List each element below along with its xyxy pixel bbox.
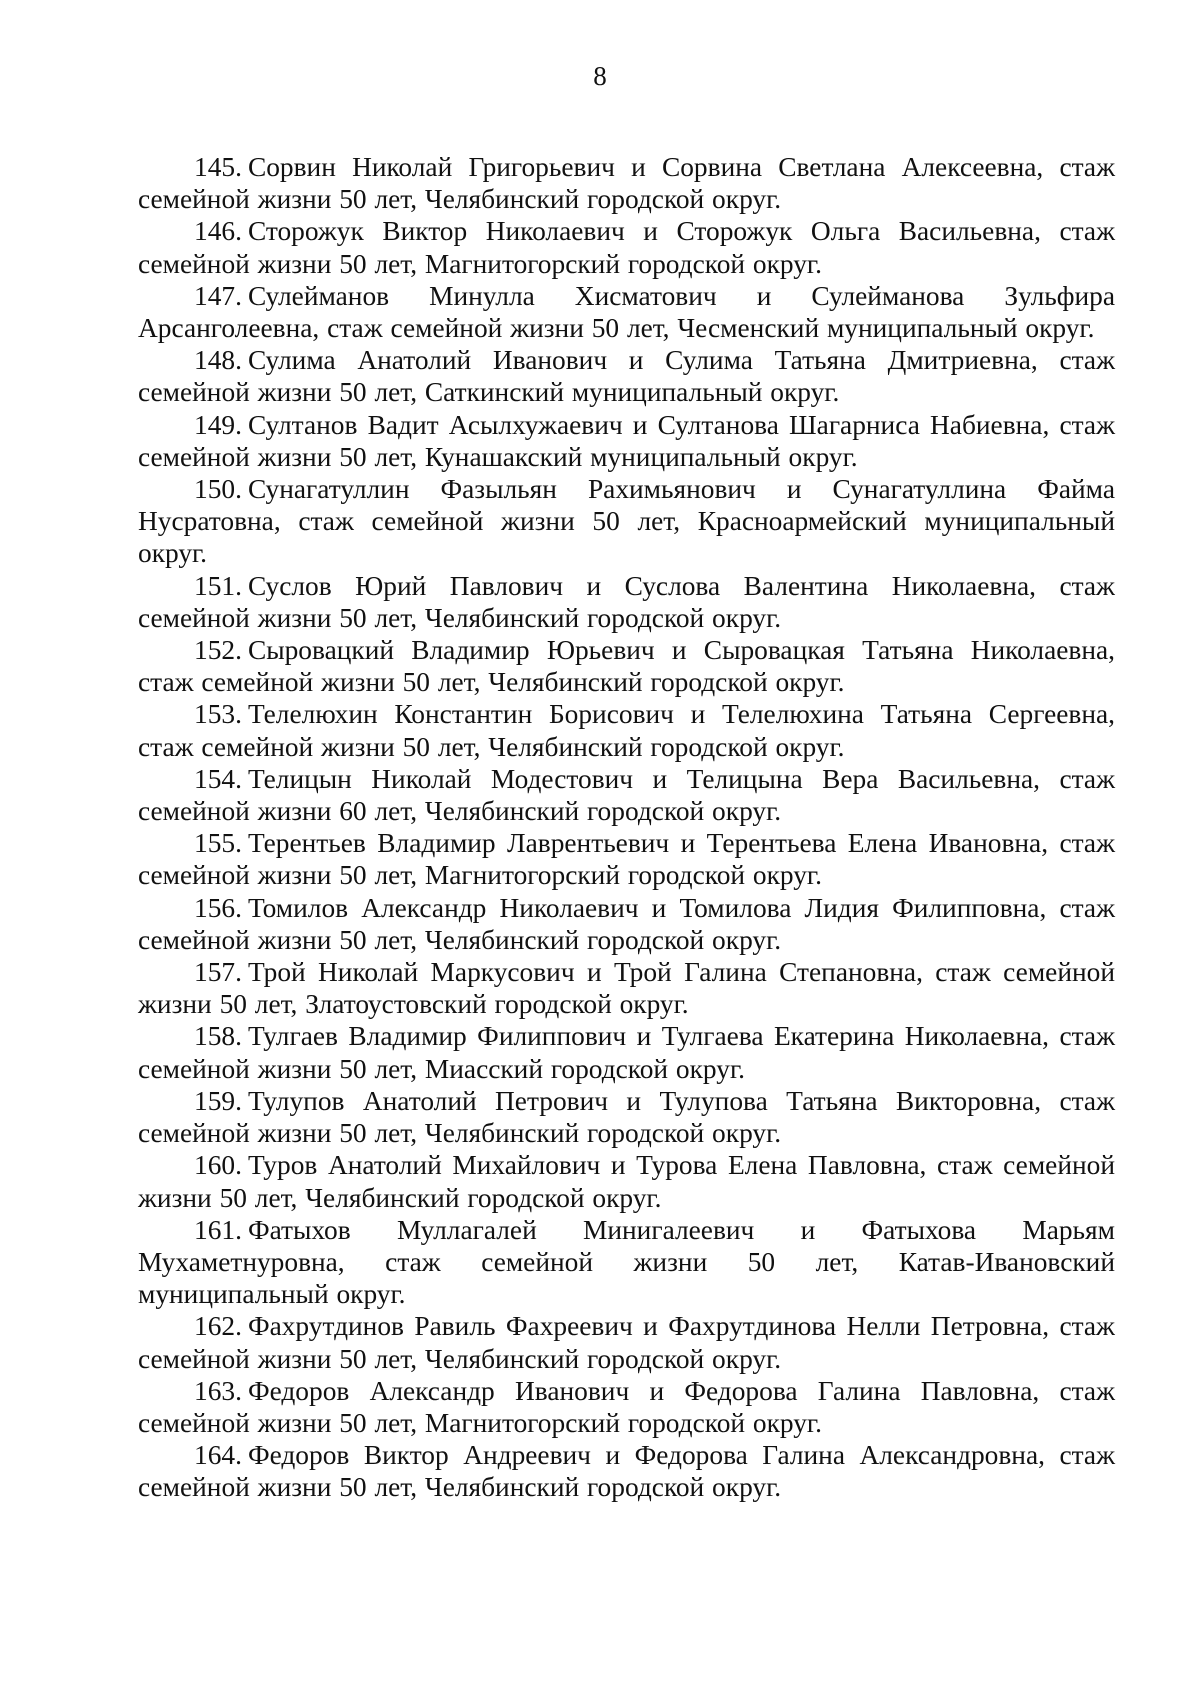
entry-number: 159.	[194, 1085, 242, 1116]
entry-text: Телицын Николай Модестович и Телицына Вера Васильевна, стаж семейной жизни 60 лет, Челябинский городской округ.	[138, 763, 1115, 827]
entry-text: Терентьев Владимир Лаврентьевич и Терентьева Елена Ивановна, стаж семейной жизни 50 лет, Магнитогорский городской округ.	[138, 828, 1115, 891]
entry-number: 153.	[194, 699, 242, 730]
list-item	[138, 280, 1115, 344]
entry-text: Тулупов Анатолий Петрович и Тулупова Татьяна Викторовна, стаж семейной жизни 50 лет, Челябинский городской округ.	[138, 1085, 1115, 1149]
entry-text: Сыровацкий Владимир Юрьевич и Сыровацкая Татьяна Николаевна, стаж семейной жизни 50 лет, Челябинский городской округ.	[138, 635, 1115, 698]
list-item	[138, 473, 1115, 570]
entry-number: 161.	[194, 1214, 242, 1245]
entry-number: 146.	[194, 216, 242, 247]
list-item	[138, 1149, 1115, 1213]
list-item	[138, 1439, 1115, 1503]
list-item	[138, 1310, 1115, 1374]
entry-number: 154.	[194, 763, 242, 794]
entry-number: 145.	[194, 152, 242, 182]
entry-number: 164.	[194, 1440, 242, 1471]
list-item	[138, 344, 1115, 408]
entry-text: Туров Анатолий Михайлович и Турова Елена Павловна, стаж семейной жизни 50 лет, Челябинский городской округ.	[138, 1150, 1115, 1213]
entry-number: 160.	[194, 1150, 242, 1181]
list-item	[138, 763, 1115, 827]
list-item	[138, 1214, 1115, 1311]
entry-number: 151.	[194, 570, 242, 601]
entry-number: 150.	[194, 474, 242, 505]
entry-number: 158.	[194, 1021, 242, 1052]
page-number: 8	[593, 61, 607, 91]
entry-number: 148.	[194, 345, 242, 376]
entry-text: Суслов Юрий Павлович и Суслова Валентина Николаевна, стаж семейной жизни 50 лет, Челябинский городской округ.	[138, 570, 1115, 633]
list-item	[138, 1020, 1115, 1084]
entry-number: 155.	[194, 828, 242, 859]
entry-number: 157.	[194, 957, 242, 988]
entry-number: 149.	[194, 409, 242, 440]
entry-text: Тулгаев Владимир Филиппович и Тулгаева Екатерина Николаевна, стаж семейной жизни 50 лет, Миасский городской округ.	[138, 1021, 1115, 1084]
entry-text: Фатыхов Муллагалей Минигалеевич и Фатыхова Марьям Мухаметнуровна, стаж семейной жизни 50 лет, Катав-Ивановский муниципальный округ.	[138, 1214, 1115, 1310]
entry-text: Султанов Вадит Асылхужаевич и Султанова Шагарниса Набиевна, стаж семейной жизни 50 лет, Кунашакский муниципальный округ.	[138, 409, 1115, 472]
entry-text: Сорвин Николай Григорьевич и Сорвина Светлана Алексеевна, стаж семейной жизни 50 лет, Челябинский городской округ.	[138, 152, 1115, 215]
entry-text: Трой Николай Маркусович и Трой Галина Степановна, стаж семейной жизни 50 лет, Златоустовский городской округ.	[138, 957, 1115, 1020]
entry-text: Сулейманов Минулла Хисматович и Сулейманова Зульфира Арсанголеевна, стаж семейной жизни 50 лет, Чесменский муниципальный округ.	[138, 280, 1115, 344]
entry-number: 163.	[194, 1375, 242, 1406]
list-item	[138, 570, 1115, 634]
entry-text: Томилов Александр Николаевич и Томилова Лидия Филипповна, стаж семейной жизни 50 лет, Челябинский городской округ.	[138, 892, 1115, 955]
entry-number: 147.	[194, 280, 242, 311]
entry-number: 156.	[194, 892, 242, 923]
list-item	[138, 827, 1115, 891]
list-item	[138, 1375, 1115, 1439]
entry-text: Федоров Виктор Андреевич и Федорова Галина Александровна, стаж семейной жизни 50 лет, Челябинский городской округ.	[138, 1440, 1115, 1503]
list-item	[138, 956, 1115, 1020]
list-item	[138, 892, 1115, 956]
entry-text: Сторожук Виктор Николаевич и Сторожук Ольга Васильевна, стаж семейной жизни 50 лет, Магнитогорский городской округ.	[138, 216, 1115, 279]
entry-text: Телелюхин Константин Борисович и Телелюхина Татьяна Сергеевна, стаж семейной жизни 50 лет, Челябинский городской округ.	[138, 699, 1115, 762]
entry-text: Федоров Александр Иванович и Федорова Галина Павловна, стаж семейной жизни 50 лет, Магнитогорский городской округ.	[138, 1375, 1115, 1438]
list-item	[138, 215, 1115, 279]
list-item	[138, 409, 1115, 473]
entry-number: 152.	[194, 635, 242, 666]
entry-list	[138, 151, 1115, 1504]
entry-text: Сулима Анатолий Иванович и Сулима Татьяна Дмитриевна, стаж семейной жизни 50 лет, Саткинский муниципальный округ.	[138, 345, 1115, 408]
list-item	[138, 151, 1115, 215]
entry-number: 162.	[194, 1311, 242, 1342]
list-item	[138, 698, 1115, 762]
list-item	[138, 1085, 1115, 1149]
list-item	[138, 634, 1115, 698]
entry-text: Сунагатуллин Фазыльян Рахимьянович и Сунагатуллина Файма Нусратовна, стаж семейной жизни 50 лет, Красноармейский муниципальный округ.	[138, 474, 1115, 569]
entry-text: Фахрутдинов Равиль Фахреевич и Фахрутдинова Нелли Петровна, стаж семейной жизни 50 лет, Челябинский городской округ.	[138, 1311, 1115, 1374]
